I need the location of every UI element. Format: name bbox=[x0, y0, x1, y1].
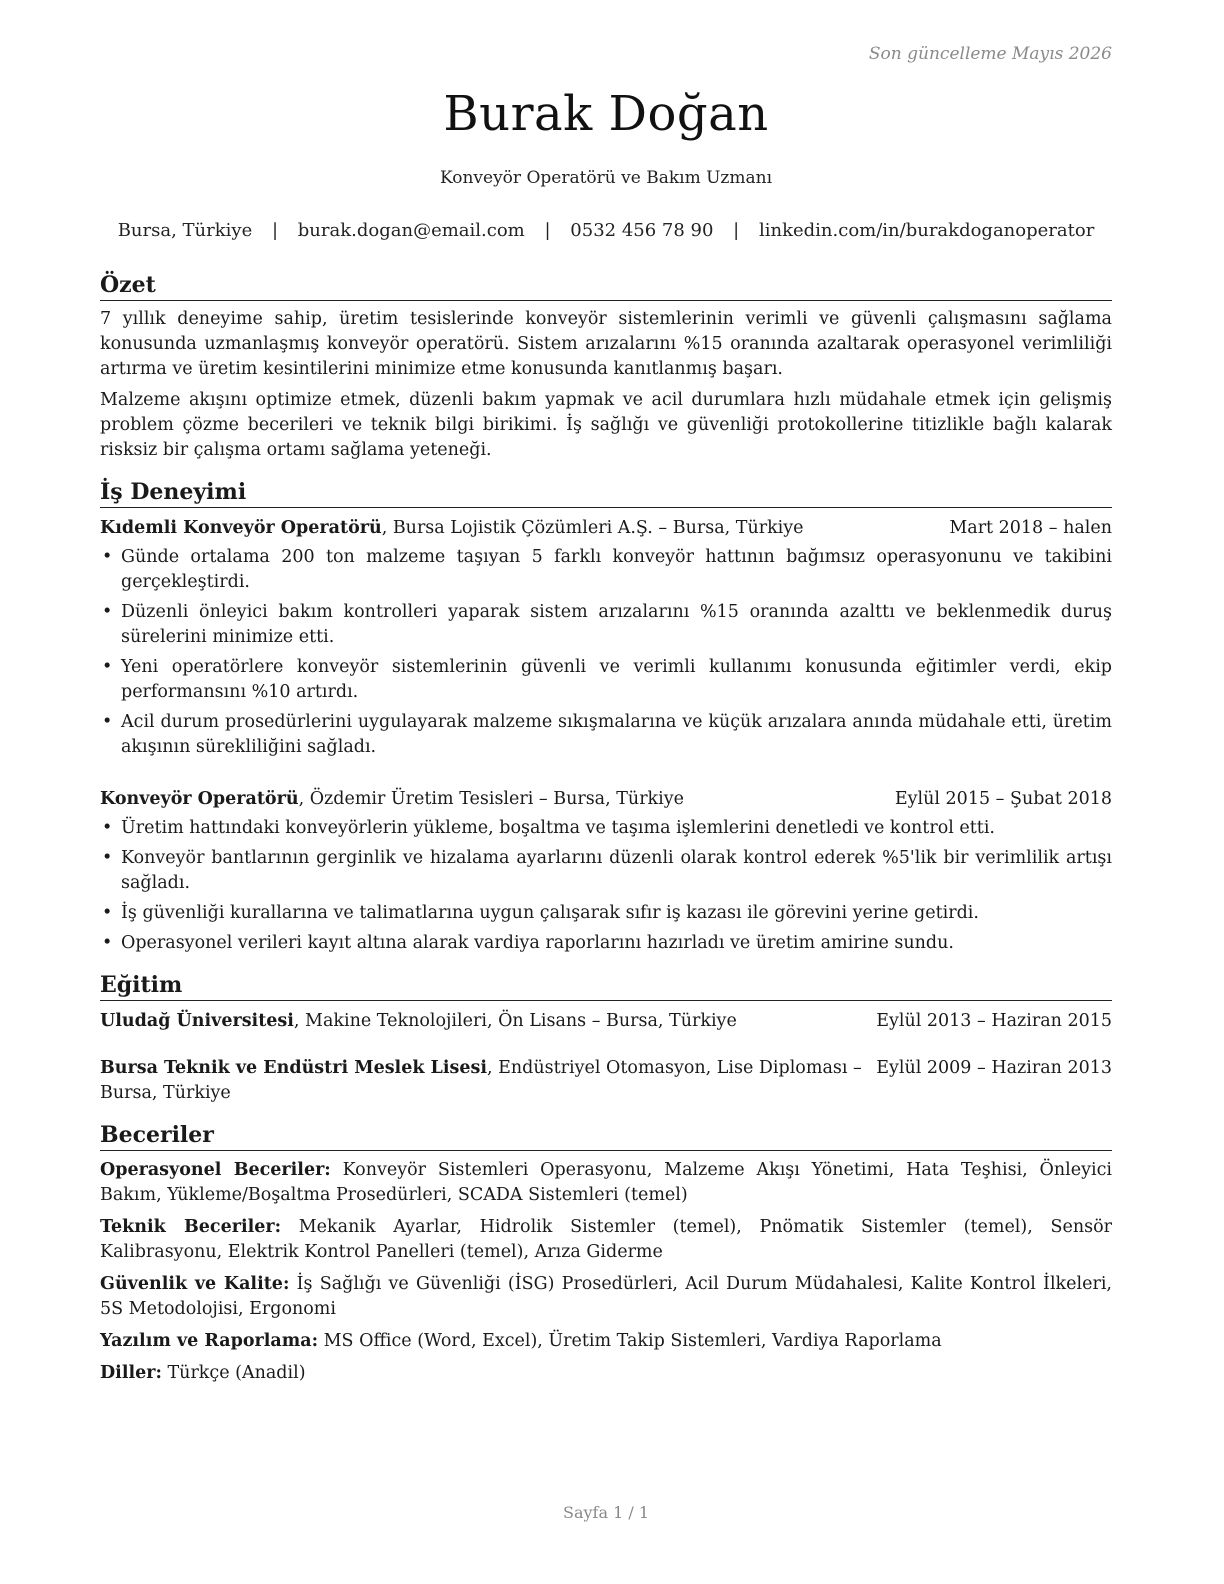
contact-phone[interactable]: 0532 456 78 90 bbox=[570, 220, 714, 241]
skill-text: Türkçe (Anadil) bbox=[161, 1363, 306, 1383]
bullet-text: Üretim hattındaki konveyörlerin yükleme, boşaltma ve taşıma işlemlerini denetledi ve kontrol etti. bbox=[121, 818, 995, 838]
skill-group bbox=[100, 1158, 1112, 1208]
bullet-icon: • bbox=[102, 712, 113, 732]
education-heading: Eğitim bbox=[100, 970, 1112, 1001]
bullet-item bbox=[100, 600, 1112, 650]
bullet-item bbox=[100, 816, 1112, 841]
job-org: , Özdemir Üretim Tesisleri – Bursa, Türkiye bbox=[298, 789, 684, 809]
skill-label: Yazılım ve Raporlama: bbox=[100, 1331, 319, 1351]
skill-text: İş Sağlığı ve Güvenliği (İSG) Prosedürleri, Acil Durum Müdahalesi, Kalite Kontrol İlkeleri, 5S Metodolojisi, Ergonomi bbox=[100, 1274, 1112, 1319]
skill-group bbox=[100, 1329, 1112, 1354]
summary-heading: Özet bbox=[100, 270, 1112, 301]
job-header bbox=[100, 516, 1112, 541]
bullet-text: Düzenli önleyici bakım kontrolleri yaparak sistem arızalarını %15 oranında azalttı ve beklenmedik duruş sürelerini minimize etti. bbox=[121, 602, 1112, 647]
bullet-text: Operasyonel verileri kayıt altına alarak vardiya raporlarını hazırladı ve üretim amirine sundu. bbox=[121, 933, 954, 953]
skill-group bbox=[100, 1215, 1112, 1265]
bullet-icon: • bbox=[102, 848, 113, 868]
school-detail: , Endüstriyel Otomasyon, Lise Diploması – Bursa, Türkiye bbox=[100, 1058, 862, 1103]
bullet-item bbox=[100, 901, 1112, 926]
contact-separator: | bbox=[544, 220, 551, 241]
skill-label: Güvenlik ve Kalite: bbox=[100, 1274, 290, 1294]
education-item bbox=[100, 1056, 1112, 1106]
bullet-icon: • bbox=[102, 933, 113, 953]
bullet-text: Konveyör bantlarının gerginlik ve hizalama ayarlarını düzenli olarak kontrol ederek %5'lik bir verimlilik artışı sağladı. bbox=[121, 848, 1112, 893]
resume-page bbox=[100, 0, 1112, 1584]
bullet-text: Günde ortalama 200 ton malzeme taşıyan 5 farklı konveyör hattının bağımsız operasyonunu ve takibini gerçekleştirdi. bbox=[121, 547, 1112, 592]
education-section bbox=[100, 970, 1112, 1106]
job-role: Konveyör Operatörü bbox=[100, 789, 299, 809]
job-bullets bbox=[100, 816, 1112, 956]
bullet-icon: • bbox=[102, 547, 113, 567]
summary-section bbox=[100, 270, 1112, 463]
school-name: Bursa Teknik ve Endüstri Meslek Lisesi bbox=[100, 1058, 487, 1078]
bullet-icon: • bbox=[102, 657, 113, 677]
skill-group bbox=[100, 1272, 1112, 1322]
job-dates: Mart 2018 – halen bbox=[949, 518, 1112, 538]
bullet-item bbox=[100, 846, 1112, 896]
candidate-name: Burak Doğan bbox=[443, 86, 769, 142]
contact-location: Bursa, Türkiye bbox=[117, 220, 253, 241]
bullet-icon: • bbox=[102, 818, 113, 838]
skills-section bbox=[100, 1120, 1112, 1386]
school-detail: , Makine Teknolojileri, Ön Lisans – Bursa, Türkiye bbox=[293, 1011, 737, 1031]
resume-content bbox=[100, 270, 1112, 1400]
job-title: Konveyör Operatörü ve Bakım Uzmanı bbox=[439, 168, 773, 188]
contact-email[interactable]: burak.dogan@email.com bbox=[297, 220, 525, 241]
job-bullets bbox=[100, 545, 1112, 760]
contact-separator: | bbox=[733, 220, 740, 241]
education-dates: Eylül 2009 – Haziran 2013 bbox=[876, 1058, 1112, 1078]
bullet-text: İş güvenliği kurallarına ve talimatlarına uygun çalışarak sıfır iş kazası ile görevini yerine getirdi. bbox=[121, 903, 979, 923]
skill-text: Konveyör Sistemleri Operasyonu, Malzeme Akışı Yönetimi, Hata Teşhisi, Önleyici Bakım, Yükleme/Boşaltma Prosedürleri, SCADA Sistemleri (temel) bbox=[100, 1160, 1112, 1205]
school-name: Uludağ Üniversitesi bbox=[100, 1011, 294, 1031]
experience-section bbox=[100, 477, 1112, 956]
skill-text: MS Office (Word, Excel), Üretim Takip Sistemleri, Vardiya Raporlama bbox=[318, 1331, 942, 1351]
summary-paragraph: Malzeme akışını optimize etmek, düzenli bakım yapmak ve acil durumlara hızlı müdahale etmek için gelişmiş problem çözme becerileri ve teknik bilgi birikimi. İş sağlığı ve güvenliği protokollerine titizlikle bağlı kalarak risksiz bir çalışma ortamı sağlama yeteneği. bbox=[100, 390, 1112, 460]
skill-text: Mekanik Ayarlar, Hidrolik Sistemler (temel), Pnömatik Sistemler (temel), Sensör Kalibrasyonu, Elektrik Kontrol Panelleri (temel), Arıza Giderme bbox=[100, 1217, 1112, 1262]
skill-label: Teknik Beceriler: bbox=[100, 1217, 282, 1237]
contact-line bbox=[100, 220, 1112, 241]
last-updated: Son güncelleme Mayıs 2026 bbox=[868, 44, 1112, 64]
skill-label: Operasyonel Beceriler: bbox=[100, 1160, 331, 1180]
bullet-item bbox=[100, 710, 1112, 760]
bullet-item bbox=[100, 655, 1112, 705]
skills-heading: Beceriler bbox=[100, 1120, 1112, 1151]
job-org: , Bursa Lojistik Çözümleri A.Ş. – Bursa, Türkiye bbox=[381, 518, 804, 538]
skill-group bbox=[100, 1361, 1112, 1386]
job-header bbox=[100, 787, 1112, 812]
contact-separator: | bbox=[271, 220, 279, 241]
bullet-icon: • bbox=[102, 903, 113, 923]
page-number: Sayfa 1 / 1 bbox=[562, 1503, 649, 1522]
bullet-item bbox=[100, 931, 1112, 956]
bullet-item bbox=[100, 545, 1112, 595]
summary-paragraph: 7 yıllık deneyime sahip, üretim tesislerinde konveyör sistemlerinin verimli ve güvenli çalışmasını sağlama konusunda uzmanlaşmış konveyör operatörü. Sistem arızalarını %15 oranında azaltarak operasyonel verimliliği artırma ve üretim kesintilerini minimize etme konusunda kanıtlanmış başarı. bbox=[100, 309, 1112, 379]
bullet-text: Acil durum prosedürlerini uygulayarak malzeme sıkışmalarına ve küçük arızalara anında müdahale etti, üretim akışının sürekliliğini sağladı. bbox=[121, 712, 1112, 757]
education-item bbox=[100, 1009, 1112, 1034]
bullet-text: Yeni operatörlere konveyör sistemlerinin güvenli ve verimli kullanımı konusunda eğitimler verdi, ekip performansını %10 artırdı. bbox=[121, 657, 1112, 702]
job-role: Kıdemli Konveyör Operatörü bbox=[100, 518, 382, 538]
education-dates: Eylül 2013 – Haziran 2015 bbox=[876, 1011, 1112, 1031]
contact-linkedin[interactable]: linkedin.com/in/burakdoganoperator bbox=[758, 220, 1095, 241]
skill-label: Diller: bbox=[100, 1363, 162, 1383]
bullet-icon: • bbox=[102, 602, 113, 622]
experience-heading: İş Deneyimi bbox=[100, 477, 1112, 508]
job-dates: Eylül 2015 – Şubat 2018 bbox=[894, 789, 1112, 809]
